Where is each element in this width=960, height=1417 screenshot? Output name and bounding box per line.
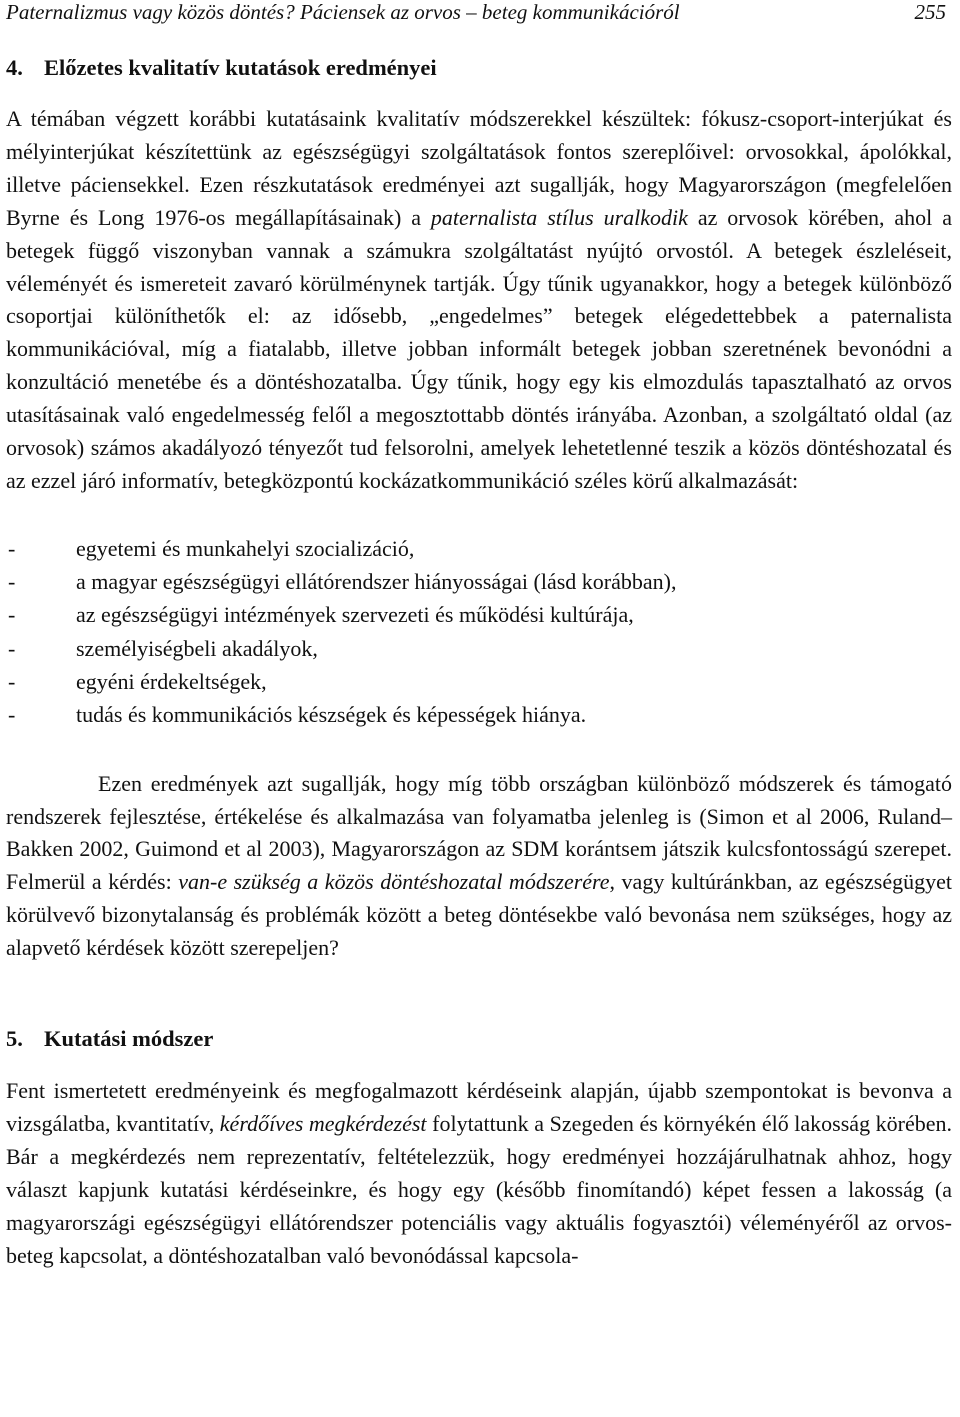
spacer [6,84,952,103]
section-heading-5 [6,1023,952,1055]
running-title: Paternalizmus vagy közös döntés? Páciensek az orvos – beteg kommunikációról [6,0,680,24]
section-title: Kutatási módszer [44,1026,214,1052]
section-number: 5. [6,1026,23,1052]
dash-bullet: - [8,702,16,728]
list-item [6,698,952,731]
dash-bullet: - [8,569,16,595]
document-page [6,0,952,1273]
list-item-text: az egészségügyi intézmények szervezeti és működési kultúrája, [76,602,634,628]
dash-bullet: - [8,669,16,695]
section-title: Előzetes kvalitatív kutatások eredményei [44,55,437,80]
dash-bullet: - [8,535,16,561]
list-item [6,565,952,598]
spacer [6,498,952,532]
paragraph-text: Fent ismertetett eredményeink és megfogalmazott kérdéseink alapján, újabb szempontokat is bevonva a vizsgálatba, kvantitatív, [6,1078,952,1136]
paragraph-method [6,1075,952,1272]
paragraph-text: az orvosok körében, ahol a betegek függő viszonyban vannak a számukra szolgáltatást nyújtó orvostól. A betegek észleléseit, véleményét és ismereteit zavaró körülménynek tartják. Úgy tűnik ugyanakkor, hogy a betegek különböző csoportjai különíthetők el: az idősebb, „engedelmes” betegek elégedettebbek a paternalista kommunikációval, míg a fiatalabb, illetve jobban informált betegek jobban szeretnének bevonódni a konzultáció menetébe és a döntéshozatalba. Úgy tűnik, hogy egy kis elmozdulás tapasztalható az orvos utasításainak való engedelmesség felől a megosztottabb döntés irányába. Azonban, a szolgáltató oldal (az orvosok) számos akadályozó tényezőt tud felsorolni, amelyek lehetetlenné teszik a közös döntéshozatal és az ezzel járó informatív, betegközpontú kockázatkommunikáció széles körű alkalmazását: [6,204,952,493]
section-heading-4 [6,52,952,84]
dash-bullet: - [8,602,16,628]
page-number: 255 [914,0,946,24]
spacer [6,965,952,1023]
section-number: 4. [6,55,23,80]
paragraph-text: folytattunk a Szegeden és környékén élő lakosság körében. Bár a megkérdezés nem reprezentatív, feltételezzük, hogy eredményei hozzájárulhatnak ahhoz, hogy választ kapjunk kutatási kérdéseinkre, és hogy egy (később finomítandó) képet fessen a lakosság (a magyarországi egészségügyi ellátórendszer potenciális vagy aktuális fogyasztói) véleményéről az orvos-beteg kapcsolat, a döntéshozatalban való bevonódással kapcsola- [6,1111,953,1268]
paragraph-text: Ezen eredmények azt sugallják, hogy míg több országban különböző módszerek és támogató rendszerek fejlesztése, értékelése és alkalmazása van folyamatba jelenleg is (Simon et al 2006, Ruland–Bakken 2002, Guimond et al 2003), Magyarországon az SDM korántsem játszik kulcsfontosságú szerepet. Felmerül a kérdés: [6,770,952,895]
emphasis-text: paternalista stílus uralkodik [430,204,688,230]
list-item-text: egyetemi és munkahelyi szocializáció, [76,535,415,561]
paragraph-conclusion [6,768,952,965]
list-item-text: tudás és kommunikációs készségek és képességek hiánya. [76,702,587,728]
list-item-text: egyéni érdekeltségek, [76,669,267,695]
list-item-text: a magyar egészségügyi ellátórendszer hiányosságai (lásd korábban), [76,569,677,595]
list-item [6,598,952,631]
list-item [6,632,952,665]
obstacle-list [6,532,952,732]
paragraph-findings [6,103,952,498]
list-item-text: személyiségbeli akadályok, [76,635,318,661]
paragraph-text: , vagy kultúránkban, az egészségügyet körülvevő bizonytalanság és problémák között a beteg döntésekbe való bevonása nem szükséges, hogy az alapvető kérdések között szerepeljen? [6,869,952,961]
running-header [6,0,952,30]
spacer [6,732,952,768]
spacer [6,1055,952,1075]
list-item [6,665,952,698]
emphasis-text: kérdőíves megkérdezést [219,1111,427,1136]
dash-bullet: - [8,635,16,661]
paragraph-text: A témában végzett korábbi kutatásaink kvalitatív módszerekkel készültek: fókusz-csoport-interjúkat és mélyinterjúkat készítettünk az egészségügyi szolgáltatások fontos szereplőivel: orvosokkal, ápolókkal, illetve páciensekkel. Ezen részkutatások eredményei azt sugallják, hogy Magyarországon (megfelelően Byrne és Long 1976-os megállapításainak) a [6,106,952,230]
list-item [6,532,952,565]
emphasis-text: van-e szükség a közös döntéshozatal módszerére [178,869,610,895]
